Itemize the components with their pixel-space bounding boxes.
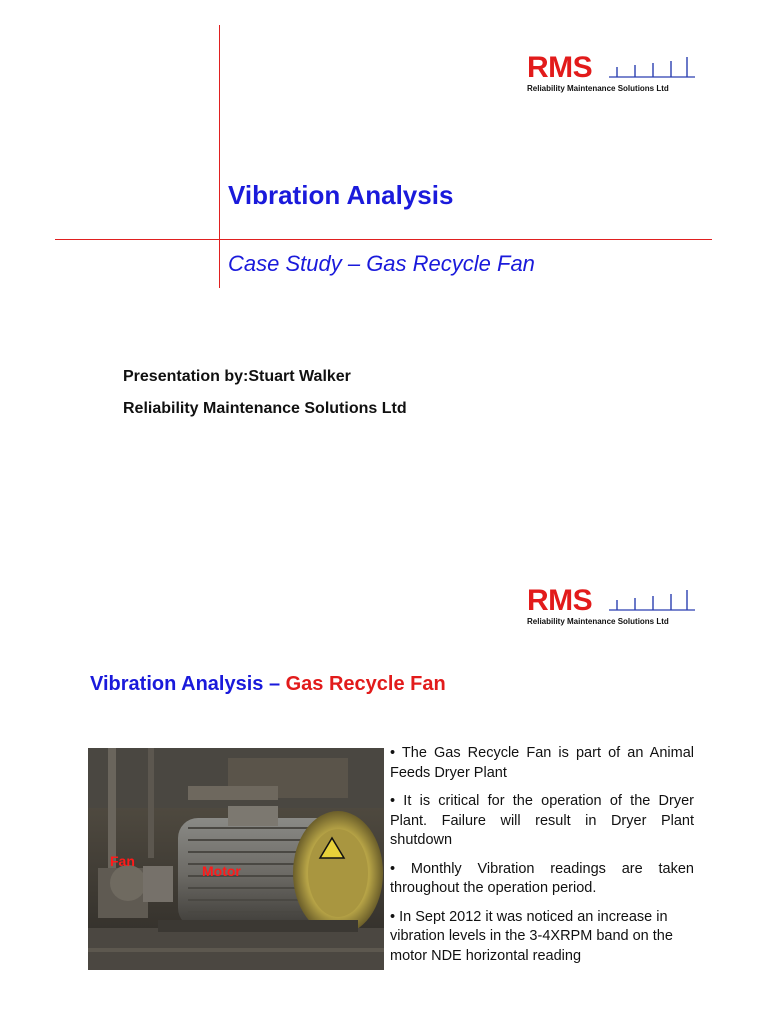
logo-tagline: Reliability Maintenance Solutions Ltd	[527, 617, 669, 626]
slide-title: Vibration Analysis	[228, 180, 454, 210]
slide-subtitle: Case Study – Gas Recycle Fan	[228, 251, 535, 276]
rms-logo	[527, 51, 697, 97]
bullet-list	[390, 744, 694, 975]
logo-waveform-icon	[609, 57, 695, 81]
bullet-item: • In Sept 2012 it was noticed an increase in vibration levels in the 3-4XRPM band on the motor NDE horizontal reading	[390, 908, 673, 964]
slide-title-highlight: Gas Recycle Fan	[285, 673, 446, 695]
bullet-item: • The Gas Recycle Fan is part of an Animal Feeds Dryer Plant	[390, 745, 694, 781]
slide-title	[90, 673, 446, 696]
fan-label: Fan	[110, 853, 135, 869]
bullet-item: • Monthly Vibration readings are taken throughout the operation period.	[390, 860, 694, 896]
logo-tagline: Reliability Maintenance Solutions Ltd	[527, 84, 669, 93]
rms-logo	[527, 584, 697, 630]
slide-title-main: Vibration Analysis –	[90, 673, 286, 695]
logo-text: RMS	[527, 584, 593, 617]
fan-motor-photo	[88, 748, 384, 970]
company-name: Reliability Maintenance Solutions Ltd	[123, 400, 407, 417]
bullet-item: • It is critical for the operation of the Dryer Plant. Failure will result in Dryer Plant shutdown	[390, 793, 694, 848]
logo-text: RMS	[527, 51, 593, 84]
motor-illustration	[88, 748, 384, 970]
presenter-name: Presentation by:Stuart Walker	[123, 368, 351, 385]
motor-label: Motor	[202, 863, 241, 879]
content-slide	[0, 560, 768, 1024]
vertical-rule	[219, 25, 220, 288]
horizontal-rule	[55, 239, 712, 240]
logo-waveform-icon	[609, 590, 695, 614]
